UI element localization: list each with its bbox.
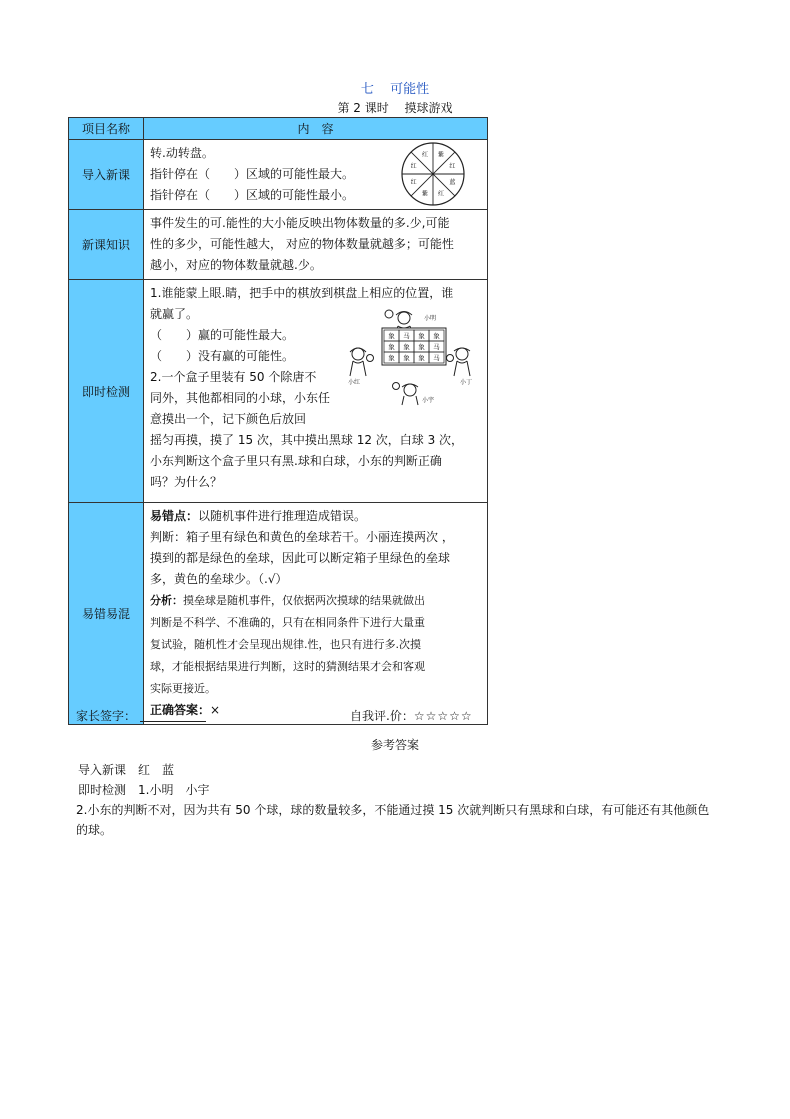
table-row [69, 210, 488, 280]
chess-piece-label: 象 [388, 331, 395, 340]
mistakes-content [144, 503, 487, 724]
chapter-number: 七 [360, 82, 374, 97]
intro-line: 指针停在（ ）区域的可能性最小。 [150, 188, 355, 202]
lesson-period: 第 2 课时 [337, 101, 389, 115]
check-line: 摇匀再摸，摸了 15 次，其中摸出黑球 12 次，白球 3 次， [150, 433, 464, 447]
self-evaluation-label: 自我评.价： [350, 709, 414, 723]
analysis-line: 球，才能根据结果进行判断，这时的猜测结果才会和客观 [150, 660, 425, 673]
answer-line: 导入新课 红 蓝 [78, 763, 175, 777]
check-line: （ ）没有赢的可能性。 [150, 349, 295, 363]
error-point-text: 以随机事件进行推理造成错误。 [198, 509, 367, 523]
check-line: 吗？为什么？ [150, 475, 223, 489]
chess-player-name: 小丁 [459, 379, 473, 386]
self-evaluation [350, 707, 473, 724]
analysis-label: 分析： [150, 594, 183, 607]
spinner-sector-label: 紫 [421, 190, 429, 198]
chess-board-illustration [344, 306, 480, 406]
chess-piece-label: 象 [418, 353, 425, 362]
table-header-row [69, 118, 488, 140]
analysis-line: 分析：摸垒球是随机事件，仅依据两次摸球的结果就做出 [150, 594, 425, 607]
spinner-sector-label: 红 [410, 179, 417, 186]
check-line: 小东判断这个盒子里只有黑.球和白球，小东的判断正确 [150, 454, 442, 468]
spinner-sector-label: 红 [410, 163, 417, 170]
lesson-heading [0, 99, 790, 116]
spinner-wheel-diagram [400, 141, 466, 207]
chess-player-name: 小明 [423, 315, 437, 322]
row-label-check: 即时检测 [69, 280, 144, 503]
row-label-intro: 导入新课 [69, 140, 144, 210]
chess-piece-label: 马 [433, 342, 440, 351]
answer-line: 即时检测 1.小明 小宇 [78, 783, 210, 797]
header-project-name: 项目名称 [69, 118, 144, 140]
knowledge-content [144, 210, 487, 279]
chess-player-name: 小宇 [421, 397, 435, 404]
table-row [69, 503, 488, 725]
check-line: 同外，其他都相同的小球，小东任 [150, 391, 331, 405]
intro-line: 指针停在（ ）区域的可能性最大。 [150, 167, 355, 181]
spinner-sector-label: 紫 [437, 151, 445, 159]
knowledge-line: 越小，对应的物体数量就越.少。 [150, 258, 322, 272]
chess-piece-label: 象 [388, 353, 395, 362]
chess-piece-label: 马 [433, 353, 440, 362]
chapter-title: 可能性 [390, 82, 430, 97]
lesson-table [68, 117, 488, 725]
parent-signature-label: 家长签字： [76, 709, 137, 723]
chess-piece-label: 象 [433, 331, 440, 340]
error-point-label: 易错点： [150, 509, 199, 523]
table-row [69, 140, 488, 210]
analysis-line: 复试验，随机性才会呈现出规律.性，也只有进行多.次摸 [150, 638, 421, 651]
judge-line: 摸到的都是绿色的垒球，因此可以断定箱子里绿色的垒球 [150, 551, 451, 565]
header-content: 内 容 [144, 118, 488, 140]
parent-signature [76, 707, 206, 724]
judge-line: 多，黄色的垒球少。（.√） [150, 572, 288, 586]
intro-line: 转.动转盘。 [150, 146, 214, 160]
check-line: 就赢了。 [150, 307, 199, 321]
knowledge-line: 性的多少，可能性越大， 对应的物体数量就越多；可能性 [150, 237, 454, 251]
check-line: 意摸出一个，记下颜色后放回 [150, 412, 307, 426]
check-line: （ ）赢的可能性最大。 [150, 328, 295, 342]
chess-piece-label: 象 [403, 353, 410, 362]
chess-piece-label: 象 [403, 342, 410, 351]
analysis-line: 判断是不科学、不准确的，只有在相同条件下进行大量重 [150, 616, 425, 629]
chess-piece-label: 象 [388, 342, 395, 351]
rating-stars[interactable]: ☆☆☆☆☆ [413, 709, 473, 723]
check-line: 1.谁能蒙上眼.睛，把手中的棋放到棋盘上相应的位置，谁 [150, 286, 454, 300]
spinner-sector-label: 红 [449, 163, 456, 170]
row-label-knowledge: 新课知识 [69, 210, 144, 280]
knowledge-line: 事件发生的可.能性的大小能反映出物体数量的多.少,可能 [150, 216, 450, 230]
correct-answer-value: × [210, 703, 221, 717]
chess-piece-label: 马 [403, 331, 410, 340]
signature-line[interactable] [140, 721, 206, 722]
table-row [69, 280, 488, 503]
error-point [150, 506, 481, 527]
row-label-mistakes: 易错易混 [69, 503, 144, 725]
chess-player-name: 小红 [347, 379, 361, 386]
analysis-line: 实际更接近。 [150, 682, 216, 695]
spinner-sector-label: 红 [421, 151, 429, 159]
intro-content [144, 140, 487, 209]
spinner-sector-label: 红 [437, 190, 445, 198]
answers-title: 参考答案 [370, 738, 419, 752]
judge-line: 判断：箱子里有绿色和黄色的垒球若干。小丽连摸两次 ， [150, 530, 454, 544]
check-content [144, 280, 487, 496]
lesson-title: 摸球游戏 [404, 101, 453, 115]
correct-answer-label: 正确答案： [150, 703, 211, 717]
answer-line: 2.小东的判断不对，因为共有 50 个球，球的数量较多，不能通过摸 15 次就判断只有黑球和白球，有可能还有其他颜色的球。 [76, 803, 710, 837]
spinner-sector-label: 蓝 [449, 179, 456, 186]
chapter-heading [0, 78, 790, 97]
chess-piece-label: 象 [418, 342, 425, 351]
check-line: 2.一个盒子里装有 50 个除唐不 [150, 370, 317, 384]
chess-piece-label: 象 [418, 331, 425, 340]
